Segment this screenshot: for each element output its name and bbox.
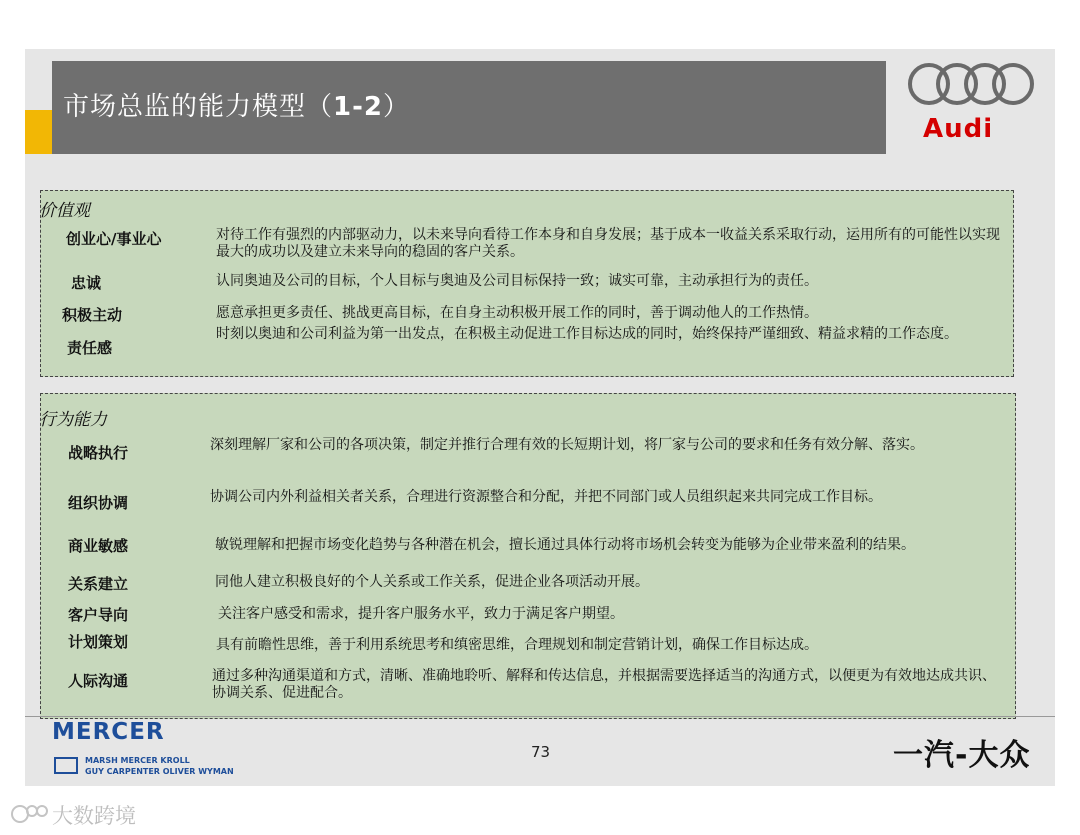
behavior-desc: 具有前瞻性思维，善于利用系统思考和缜密思维，合理规划和制定营销计划，确保工作目标达成。 [216, 637, 818, 653]
audi-rings-icon [905, 60, 1040, 110]
audi-wordmark: Audi [923, 114, 994, 144]
behavior-desc: 深刻理解厂家和公司的各项决策，制定并推行合理有效的长短期计划，将厂家与公司的要求和任务有效分解、落实。 [210, 437, 924, 453]
behavior-label: 客户导向 [68, 606, 129, 624]
behavior-desc: 通过多种沟通渠道和方式，清晰、准确地聆听、解释和传达信息，并根据需要选择适当的沟通方式，以便更为有效地达成共识、协调关系、促进配合。 [212, 668, 996, 701]
values-desc: 对待工作有强烈的内部驱动力，以未来导向看待工作本身和自身发展；基于成本一收益关系采取行动，运用所有的可能性以实现最大的成功以及建立未来导向的稳固的客户关系。 [216, 227, 1000, 260]
page-number: 73 [531, 743, 551, 761]
faw-vw-logo: 一汽-大众 [893, 738, 1031, 773]
behavior-label: 计划策划 [68, 633, 129, 651]
mercer-subbrands: MARSH MERCER KROLL GUY CARPENTER OLIVER WYMAN [85, 756, 234, 776]
values-heading: 价值观 [39, 201, 90, 221]
values-label: 创业心/事业心 [66, 230, 162, 248]
behavior-label: 商业敏感 [68, 537, 129, 555]
page-title: 市场总监的能力模型（1-2） [63, 92, 411, 122]
behavior-desc: 同他人建立积极良好的个人关系或工作关系，促进企业各项活动开展。 [215, 574, 649, 590]
behavior-heading: 行为能力 [39, 410, 107, 430]
footer-divider [25, 716, 1055, 717]
values-desc: 认同奥迪及公司的目标，个人目标与奥迪及公司目标保持一致；诚实可靠，主动承担行为的责任。 [216, 273, 818, 289]
behavior-label: 组织协调 [68, 494, 129, 512]
behavior-desc: 协调公司内外利益相关者关系，合理进行资源整合和分配，并把不同部门或人员组织起来共同完成工作目标。 [210, 489, 882, 505]
values-desc: 时刻以奥迪和公司利益为第一出发点，在积极主动促进工作目标达成的同时，始终保持严谨细致、精益求精的工作态度。 [216, 326, 958, 342]
values-label: 积极主动 [62, 306, 123, 324]
behavior-label: 战略执行 [68, 444, 129, 462]
values-desc: 愿意承担更多责任、挑战更高目标，在自身主动积极开展工作的同时，善于调动他人的工作热情。 [216, 305, 818, 321]
values-label: 忠诚 [71, 274, 102, 292]
behavior-desc: 敏锐理解和把握市场变化趋势与各种潜在机会，擅长通过具体行动将市场机会转变为能够为企业带来盈利的结果。 [215, 537, 915, 553]
behavior-label: 关系建立 [68, 575, 129, 593]
values-label: 责任感 [67, 339, 113, 357]
watermark-text: 大数跨境 [52, 804, 136, 828]
title-accent-bar [25, 110, 52, 154]
mercer-logo: MERCER [52, 719, 165, 745]
watermark-icon [10, 803, 50, 825]
mercer-mark-icon [54, 757, 78, 774]
behavior-label: 人际沟通 [68, 672, 129, 690]
behavior-desc: 关注客户感受和需求，提升客户服务水平，致力于满足客户期望。 [218, 606, 624, 622]
audi-logo [905, 60, 1040, 145]
